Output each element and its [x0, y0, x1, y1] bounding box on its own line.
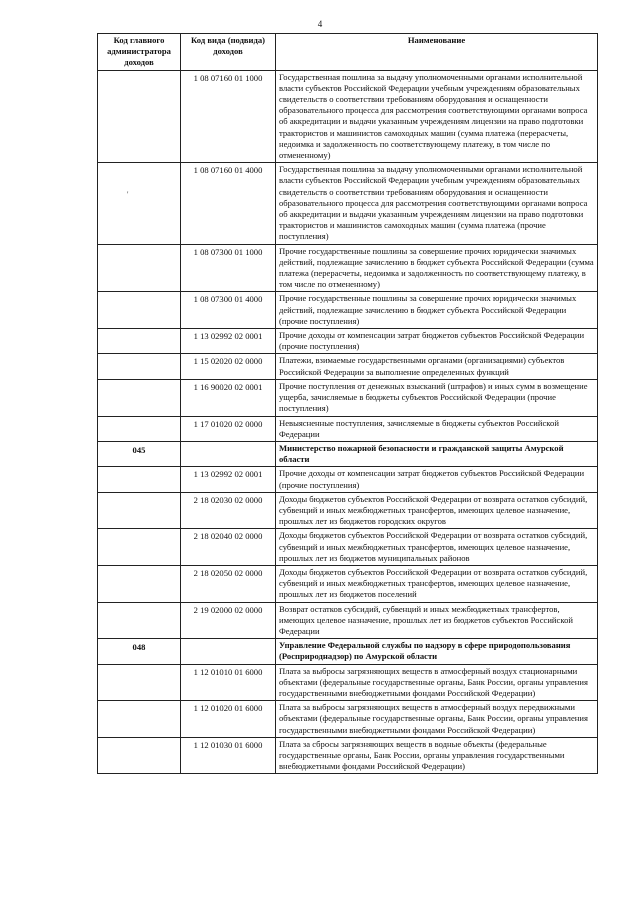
income-code-cell: 1 08 07300 01 4000 [181, 292, 276, 329]
header-admin-code: Код главного администратора доходов [98, 34, 181, 71]
table-row [98, 664, 598, 701]
name-cell: Управление Федеральной службы по надзору в сфере природопользования (Росприроднадзор) по Амурской области [276, 639, 598, 664]
table-row [98, 701, 598, 738]
income-code-cell: 1 12 01020 01 6000 [181, 701, 276, 738]
admin-code-cell [98, 701, 181, 738]
admin-code-cell: 048 [98, 639, 181, 664]
name-cell: Плата за сбросы загрязняющих веществ в водные объекты (федеральные государственные органы, Банк России, органы управления государственными внебюджетными фондами Российской Федерации) [276, 737, 598, 774]
name-cell: Доходы бюджетов субъектов Российской Федерации от возврата остатков субсидий, субвенций и иных межбюджетных трансфертов, имеющих целевое назначение, прошлых лет из бюджетов поселений [276, 565, 598, 602]
stray-scan-mark: ' [127, 190, 129, 199]
income-code-cell: 1 12 01030 01 6000 [181, 737, 276, 774]
table-row [98, 467, 598, 492]
income-code-cell [181, 441, 276, 466]
income-code-cell: 1 13 02992 02 0001 [181, 329, 276, 354]
income-code-cell: 1 15 02020 02 0000 [181, 354, 276, 379]
table-row [98, 329, 598, 354]
table-row [98, 292, 598, 329]
admin-code-cell [98, 244, 181, 292]
name-cell: Прочие государственные пошлины за совершение прочих юридически значимых действий, подлежащие зачислению в бюджет субъекта Российской Федерации (прочие поступления) [276, 292, 598, 329]
income-code-cell: 2 18 02030 02 0000 [181, 492, 276, 529]
admin-code-cell [98, 292, 181, 329]
name-cell: Прочие доходы от компенсации затрат бюджетов субъектов Российской Федерации (прочие поступления) [276, 467, 598, 492]
table-row [98, 529, 598, 566]
admin-code-cell [98, 529, 181, 566]
income-code-cell: 1 08 07160 01 1000 [181, 70, 276, 163]
admin-code-cell [98, 329, 181, 354]
income-code-cell: 2 18 02050 02 0000 [181, 565, 276, 602]
income-code-cell: 1 08 07160 01 4000 [181, 163, 276, 244]
admin-code-cell: 045 [98, 441, 181, 466]
admin-code-cell [98, 737, 181, 774]
table-row [98, 354, 598, 379]
admin-code-cell [98, 565, 181, 602]
name-cell: Плата за выбросы загрязняющих веществ в атмосферный воздух стационарными объектами (федеральные государственные органы, Банк России, органы управления государственными внебюджетными фондами Российской Федерации) [276, 664, 598, 701]
table-row [98, 379, 598, 416]
page-number: 4 [317, 19, 323, 29]
admin-code-cell [98, 163, 181, 244]
admin-code-cell [98, 602, 181, 639]
admin-code-cell [98, 467, 181, 492]
income-code-cell: 1 17 01020 02 0000 [181, 416, 276, 441]
table-row [98, 737, 598, 774]
table-header-row [98, 34, 598, 71]
name-cell: Министерство пожарной безопасности и гражданской защиты Амурской области [276, 441, 598, 466]
table-row [98, 244, 598, 292]
admin-code-cell [98, 70, 181, 163]
income-code-cell: 1 12 01010 01 6000 [181, 664, 276, 701]
admin-code-cell [98, 492, 181, 529]
name-cell: Прочие поступления от денежных взысканий (штрафов) и иных сумм в возмещение ущерба, зачисляемые в бюджеты субъектов Российской Федерации (прочие поступления) [276, 379, 598, 416]
table-row [98, 602, 598, 639]
name-cell: Плата за выбросы загрязняющих веществ в атмосферный воздух передвижными объектами (федеральные государственные органы, Банк России, органы управления государственными внебюджетными фондами Российской Федерации) [276, 701, 598, 738]
table-body [98, 70, 598, 774]
header-income-code: Код вида (подвида) доходов [181, 34, 276, 71]
admin-code-cell [98, 416, 181, 441]
admin-code-cell [98, 354, 181, 379]
name-cell: Платежи, взимаемые государственными органами (организациями) субъектов Российской Федерации за выполнение определенных функций [276, 354, 598, 379]
table-row [98, 416, 598, 441]
name-cell: Прочие доходы от компенсации затрат бюджетов субъектов Российской Федерации (прочие поступления) [276, 329, 598, 354]
table-row [98, 565, 598, 602]
table-row [98, 492, 598, 529]
table-row [98, 163, 598, 244]
name-cell: Прочие государственные пошлины за совершение прочих юридически значимых действий, подлежащие зачислению в бюджет субъекта Российской Федерации (сумма платежа (перерасчеты, недоимка и задолженность по соответствующему платежу, в том числе по отмененному) [276, 244, 598, 292]
name-cell: Доходы бюджетов субъектов Российской Федерации от возврата остатков субсидий, субвенций и иных межбюджетных трансфертов, имеющих целевое назначение, прошлых лет из бюджетов муниципальных районов [276, 529, 598, 566]
income-code-cell: 1 16 90020 02 0001 [181, 379, 276, 416]
income-code-cell: 1 13 02992 02 0001 [181, 467, 276, 492]
name-cell: Доходы бюджетов субъектов Российской Федерации от возврата остатков субсидий, субвенций и иных межбюджетных трансфертов, имеющих целевое назначение, прошлых лет из бюджетов городских округов [276, 492, 598, 529]
admin-code-cell [98, 664, 181, 701]
department-row [98, 441, 598, 466]
name-cell: Государственная пошлина за выдачу уполномоченными органами исполнительной власти субъектов Российской Федерации учебным учреждениям образовательных свидетельств о соответствии требованиям оборудования и оснащенности образовательного процесса для рассмотрения соответствующими органами вопроса об аккредитации и выдачи указанным учреждениям лицензии на право подготовки трактористов и машинистов самоходных машин (сумма платежа (прочие поступления) [276, 163, 598, 244]
department-row [98, 639, 598, 664]
name-cell: Невыясненные поступления, зачисляемые в бюджеты субъектов Российской Федерации [276, 416, 598, 441]
income-code-cell: 2 18 02040 02 0000 [181, 529, 276, 566]
income-codes-table [97, 33, 598, 774]
income-code-cell [181, 639, 276, 664]
name-cell: Государственная пошлина за выдачу уполномоченными органами исполнительной власти субъектов Российской Федерации учебным учреждениям образовательных свидетельств о соответствии требованиям оборудования и оснащенности образовательного процесса для рассмотрения соответствующими органами вопроса об аккредитации и выдачи указанным учреждениям лицензии на право подготовки трактористов и машинистов самоходных машин (сумма платежа (перерасчеты, недоимка и задолженность по соответствующему платежу, в том числе по отмененному) [276, 70, 598, 163]
admin-code-cell [98, 379, 181, 416]
name-cell: Возврат остатков субсидий, субвенций и иных межбюджетных трансфертов, имеющих целевое назначение, прошлых лет из бюджетов субъектов Российской Федерации [276, 602, 598, 639]
table-row [98, 70, 598, 163]
header-name: Наименование [276, 34, 598, 71]
income-code-cell: 2 19 02000 02 0000 [181, 602, 276, 639]
income-code-cell: 1 08 07300 01 1000 [181, 244, 276, 292]
